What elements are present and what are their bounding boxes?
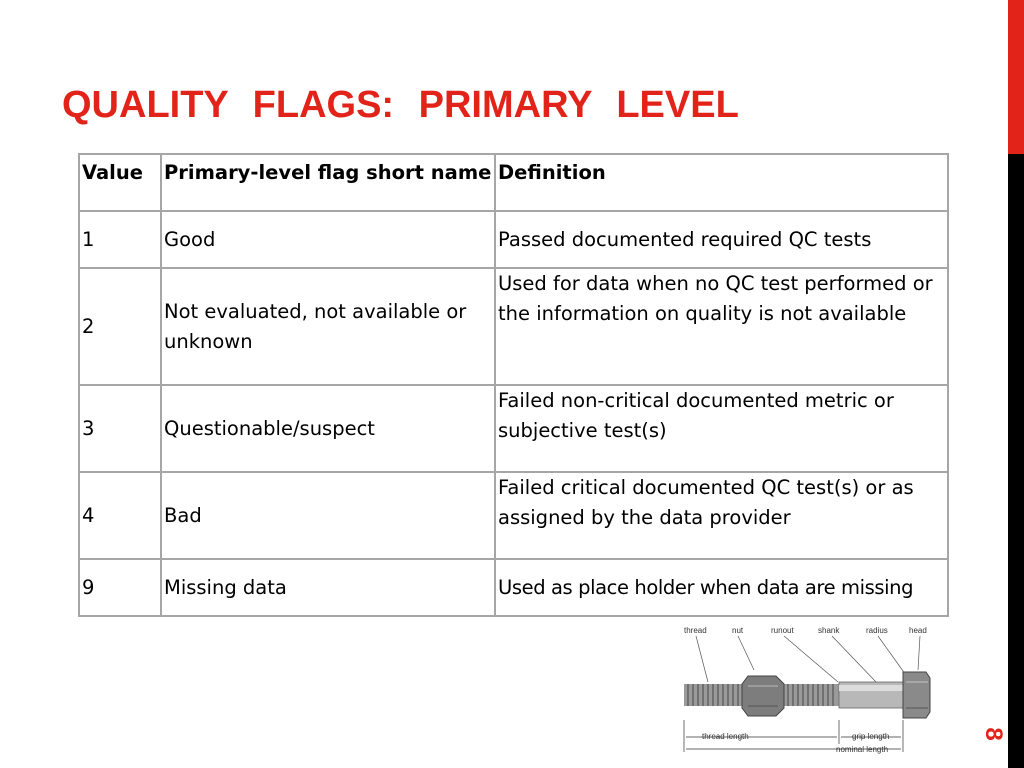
header-definition: Definition [495,154,948,211]
table-row [79,559,948,616]
header-short-name: Primary-level flag short name [161,154,495,211]
label-grip-length: grip length [852,732,890,741]
cell-value: 3 [79,385,161,472]
table-row [79,211,948,268]
slide-number: 8 [980,727,1007,741]
label-nut: nut [732,626,744,635]
cell-definition: Failed non-critical documented metric or subjective test(s) [495,385,948,472]
label-runout: runout [771,626,794,635]
slide-title: QUALITY FLAGS: PRIMARY LEVEL [62,84,739,126]
cell-short-name: Good [161,211,495,268]
bolt-shape [684,672,930,718]
cell-short-name: Bad [161,472,495,559]
bolt-diagram [676,620,940,760]
cell-definition: Used as place holder when data are missing [495,559,948,616]
cell-definition: Failed critical documented QC test(s) or as assigned by the data provider [495,472,948,559]
label-nominal-length: nominal length [836,745,889,754]
leader-lines [696,636,920,682]
label-thread: thread [684,626,707,635]
cell-definition: Passed documented required QC tests [495,211,948,268]
cell-value: 2 [79,268,161,385]
cell-value: 9 [79,559,161,616]
table-row [79,268,948,385]
table-header-row [79,154,948,211]
edge-accent-bar [1008,0,1024,154]
cell-value: 1 [79,211,161,268]
cell-short-name: Questionable/suspect [161,385,495,472]
cell-definition: Used for data when no QC test performed or the information on quality is not available [495,268,948,385]
table-row [79,472,948,559]
edge-dark-bar [1008,154,1024,768]
label-head: head [909,626,927,635]
label-thread-length: thread length [702,732,749,741]
cell-short-name: Missing data [161,559,495,616]
cell-short-name: Not evaluated, not available or unknown [161,268,495,385]
label-radius: radius [866,626,888,635]
header-value: Value [79,154,161,211]
table-row [79,385,948,472]
cell-value: 4 [79,472,161,559]
quality-flags-table [78,153,949,617]
label-shank: shank [818,626,840,635]
